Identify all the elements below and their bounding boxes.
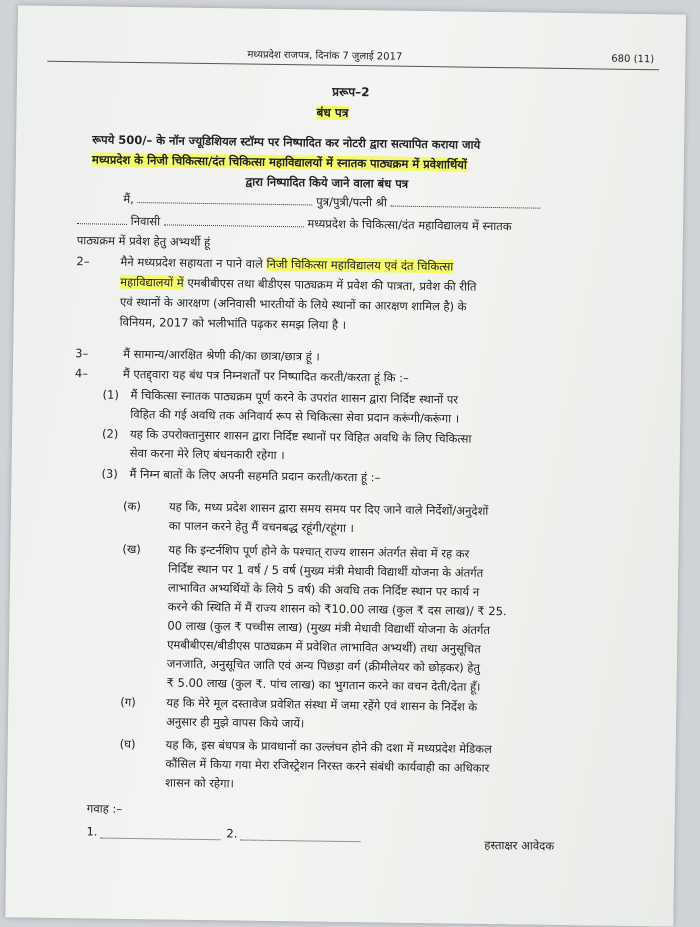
sub2-line-2: सेवा करना मेरे लिए बंधनकारी रहेगा । [129, 445, 285, 463]
ka-line-2: का पालन करने हेतु मैं वचनबद्ध रहूंगी/रहूंगा । [168, 518, 355, 536]
para1-label: मैं, [123, 191, 134, 206]
gha-line-1: यह कि, इस बंधपत्र के प्रावधानों का उल्लंघन होने की दशा में मध्यप्रदेश मेडिकल [165, 737, 492, 757]
sub2-number: (2) [101, 426, 119, 441]
para1-relation: पुत्र/पुत्री/पत्नी श्री [316, 194, 387, 210]
para1-rest: मध्यप्रदेश के चिकित्सा/दंत महाविद्यालय में स्नातक [307, 216, 512, 234]
name-blank [137, 193, 312, 205]
kha-line-5: 00 लाख (कुल ₹ पच्चीस लाख) (मुख्य मंत्री मेधावी विद्यार्थी योजना के अंतर्गत [167, 618, 491, 637]
witness-1-line [100, 837, 220, 841]
para4-text: मैं एतद्द्वारा यह बंध पत्र निम्नशर्तों पर निष्पादित करती/करता हूं कि :– [122, 366, 409, 385]
kha-line-3: लाभावित अभ्यर्थियों के लिये 5 वर्ष) की अवधि तक निर्दिष्ट स्थान पर कार्य न [167, 580, 480, 599]
document-title-text: बंध पत्र [316, 105, 349, 120]
page-number: 680 (11) [611, 53, 655, 66]
para2-line-4: विनियम, 2017 को भलीभांति पढ़कर समझ लिया है । [119, 314, 347, 332]
ka-number: (क) [122, 498, 141, 514]
form-number: प्ररूप–2 [332, 84, 370, 100]
para1-resident: निवासी [130, 213, 161, 229]
kha-line-7: जनजाति, अनुसूचित जाति एवं अन्य पिछड़ा वर्ग (क्रीमीलेयर को छोड़कर) हेतु [166, 656, 481, 675]
sub1-line-1: मैं चिकित्सा स्नातक पाठ्यक्रम पूर्ण करने के उपरांत शासन द्वारा निर्दिष्ट स्थानों पर [130, 387, 459, 407]
para2-number: 2– [76, 254, 90, 269]
intro-line-1: रूपये 500/– के नॉन ज्यूडिशियल स्टॉम्प पर निष्पादित कर नोटरी द्वारा सत्यापित कराया जाये [92, 132, 481, 152]
witness-label: गवाह :– [86, 801, 123, 816]
kha-line-1: यह कि इन्टर्नशिप पूर्ण होने के पश्चात् राज्य शासन अंतर्गत सेवा में रह कर [168, 542, 470, 561]
gazette-header: मध्यप्रदेश राजपत्र, दिनांक 7 जुलाई 2017 [247, 49, 403, 63]
para1-line-2 [77, 213, 512, 234]
bond-document-page [5, 5, 686, 926]
ka-line-1: यह कि, मध्य प्रदेश शासन द्वारा समय समय पर दिए जाने वाले निर्देशों/अनुदेशों [168, 499, 489, 518]
para1-line-3: पाठ्यक्रम में प्रवेश हेतु अभ्यर्थी हूं [76, 233, 211, 250]
witness-1-number: 1. [86, 824, 98, 839]
witness-2-line [240, 839, 360, 843]
intro-line-3: द्वारा निष्पादित किये जाने वाला बंध पत्र [245, 174, 409, 191]
blank-left [77, 214, 127, 225]
sub1-number: (1) [102, 387, 119, 402]
para3-number: 3– [75, 346, 89, 361]
para3-text: मैं सामान्य/आरक्षित श्रेणी की/का छात्रा/छात्र हूं । [123, 346, 320, 364]
gha-line-3: शासन को रहेगा। [165, 775, 234, 791]
applicant-signature-label: हस्ताक्षर आवेदक [484, 837, 555, 853]
witness-2-number: 2. [226, 826, 238, 841]
kha-line-6: एमबीबीएस/बीडीएस पाठ्यक्रम में प्रवेशित लाभावित अभ्यर्थी) तथा अनुसूचित [167, 637, 481, 656]
para2-line-2b: एमबीबीएस तथा बीडीएस पाठ्यक्रम में प्रवेश की पात्रता, प्रवेश की रीति [187, 275, 477, 294]
para2-line-2 [120, 275, 477, 295]
para2-line-1 [120, 255, 453, 275]
para2-line-1a: मैने मध्यप्रदेश सहायता न पाने वाले [120, 254, 263, 271]
para2-line-3: एवं स्थानों के आरक्षण (अनिवासी भारतीयों के लिये स्थानों का आरक्षण शामिल है) के [119, 294, 467, 314]
document-title [316, 104, 348, 121]
kha-line-4: करने की स्थिति में मैं राज्य शासन को ₹10.00 लाख (कुल ₹ दस लाख)/ ₹ 25. [167, 599, 507, 619]
sub3-line-1: मैं निम्न बातों के लिए अपनी सहमति प्रदान करती/करता हूं :– [129, 466, 381, 485]
para1-line-1 [123, 192, 540, 213]
ga-line-2: अनुसार ही मुझे वापस किये जायें। [165, 714, 305, 731]
address-blank [164, 215, 304, 227]
para2-line-1b: निजी चिकित्सा महाविद्यालय एवं दंत चिकित्सा [266, 256, 454, 274]
gha-line-2: कौंसिल में किया गया मेरा रजिस्ट्रेशन निरस्त करने संबंधी कार्यवाही का अधिकार [165, 756, 490, 775]
ga-line-1: यह कि मेरे मूल दस्तावेज प्रवेशित संस्था में जमा रहेंगे एवं शासन के निर्देश के [166, 695, 478, 714]
intro-line-2-text: मध्यप्रदेश के निजी चिकित्सा/दंत चिकित्सा महाविद्यालयों में स्नातक पाठ्यक्रम में प्रवेशार्थियों [91, 152, 467, 172]
para2-line-2a: महाविद्यालयों में [120, 274, 184, 290]
ga-number: (ग) [120, 694, 136, 710]
kha-number: (ख) [122, 541, 141, 557]
kha-line-8: ₹ 5.00 लाख (कुल ₹. पांच लाख) का भुगतान करने का वचन देती/देता हूँ। [166, 675, 481, 694]
sub1-line-2: विहित की गई अवधि तक अनिवार्य रूप से चिकित्सा सेवा प्रदान करूंगी/करूंगा । [130, 406, 460, 426]
gha-number: (घ) [119, 736, 136, 752]
para4-number: 4– [74, 366, 89, 381]
header-rule [47, 61, 659, 71]
sub2-line-1: यह कि उपरोक्तानुसार शासन द्वारा निर्दिष्ट स्थानों पर विहित अवधि के लिए चिकित्सा [129, 426, 472, 446]
sub3-number: (3) [101, 466, 118, 481]
father-name-blank [390, 197, 540, 209]
intro-line-2 [92, 152, 467, 172]
kha-line-2: निर्दिष्ट स्थान पर 1 वर्ष / 5 वर्ष (मुख्य मंत्री मेधावी विद्यार्थी योजना के अंतर्गत [168, 561, 484, 580]
